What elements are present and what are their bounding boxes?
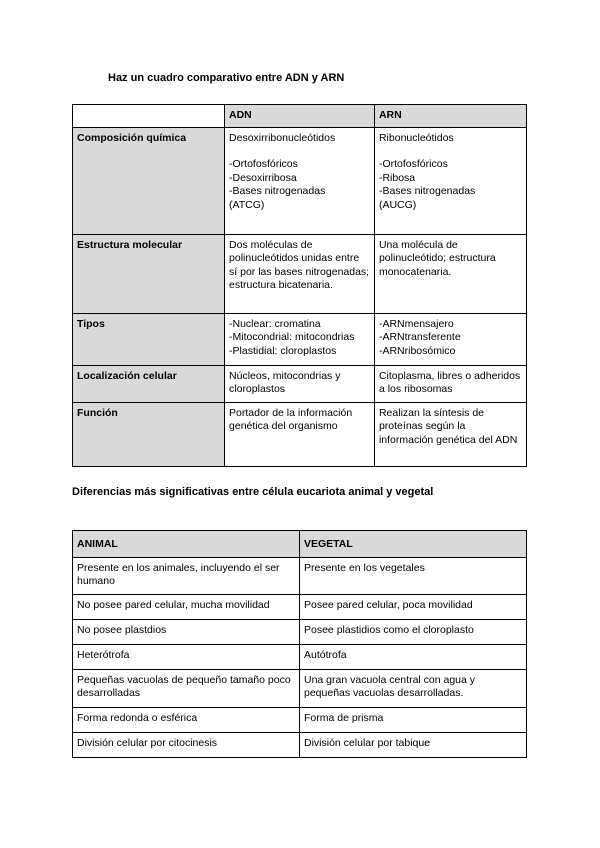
cell-animal: Heterótrofa: [73, 644, 300, 669]
cell-arn: [374, 127, 526, 234]
cell-adn: [225, 234, 375, 313]
cell-line: -ARNmensajero: [378, 317, 454, 330]
header-animal: ANIMAL: [73, 531, 300, 558]
table-row: [73, 557, 527, 594]
cell-vegetal: Posee pared celular, poca movilidad: [300, 594, 527, 619]
header-adn: ADN: [225, 105, 375, 128]
cell-line: Ribonucleótidos: [378, 131, 454, 144]
cell-line: Portador de la información genética del organismo: [229, 406, 353, 432]
row-label: Tipos: [73, 313, 225, 365]
cell-line: (AUCG): [378, 198, 417, 211]
cell-animal: Pequeñas vacuolas de pequeño tamaño poco desarrolladas: [73, 669, 300, 707]
table-row: [73, 127, 527, 234]
cell-vegetal: Posee plastidios como el cloroplasto: [300, 619, 527, 644]
table-row: [73, 732, 527, 757]
cell-arn: [374, 402, 526, 466]
table-row: [73, 619, 527, 644]
row-label: Localización celular: [73, 365, 225, 402]
table-row: [73, 707, 527, 732]
cell-line: Citoplasma, libres o adheridos a los ribosomas: [378, 369, 521, 395]
cell-adn: [225, 127, 375, 234]
cell-vegetal: Autótrofa: [300, 644, 527, 669]
cell-gap: [379, 145, 522, 158]
cell-adn: [225, 402, 375, 466]
cell-gap: [229, 145, 370, 158]
cell-line: -Plastidial: cloroplastos: [229, 344, 337, 357]
cell-adn: [225, 313, 375, 365]
cell-line: Una molécula de polinucleótido; estructura monocatenaria.: [378, 238, 496, 278]
row-label: Función: [73, 402, 225, 466]
cell-line: -Desoxirribosa: [229, 171, 297, 184]
table-row: [73, 313, 527, 365]
table-row: [73, 234, 527, 313]
table-row: [73, 644, 527, 669]
header-corner: [73, 105, 225, 128]
cell-line: -Bases nitrogenadas: [378, 185, 476, 197]
cell-animal: No posee pared celular, mucha movilidad: [73, 594, 300, 619]
cell-line: -Nuclear: cromatina: [229, 317, 321, 330]
title-animal-vegetal: Diferencias más significativas entre célula eucariota animal y vegetal: [72, 486, 434, 498]
cell-line: -Mitocondrial: mitocondrias: [229, 331, 355, 343]
cell-line: (ATCG): [229, 198, 265, 211]
cell-line: -Ortofosfóricos: [378, 158, 448, 170]
cell-line: Realizan la síntesis de proteínas según la información genética del ADN: [378, 406, 518, 446]
header-arn: ARN: [374, 105, 526, 128]
row-label: Composición química: [73, 127, 225, 234]
cell-animal: Presente en los animales, incluyendo el ser humano: [73, 557, 300, 594]
table-adn-arn: [72, 104, 527, 467]
cell-line: -Ortofosfóricos: [229, 158, 298, 170]
table-row: [73, 594, 527, 619]
row-label: Estructura molecular: [73, 234, 225, 313]
cell-animal: Forma redonda o esférica: [73, 707, 300, 732]
table-row: [73, 669, 527, 707]
title-adn-arn: Haz un cuadro comparativo entre ADN y ARN: [108, 72, 345, 84]
cell-line: Núcleos, mitocondrias y cloroplastos: [229, 369, 341, 395]
cell-arn: [374, 234, 526, 313]
cell-line: -ARNribosómico: [378, 344, 456, 357]
table-header-row: [73, 105, 527, 128]
cell-vegetal: Una gran vacuola central con agua y pequeñas vacuolas desarrolladas.: [300, 669, 527, 707]
header-vegetal: VEGETAL: [300, 531, 527, 558]
cell-line: Dos moléculas de polinucleótidos unidas entre sí por las bases nitrogenadas; estructura bicatenaria.: [229, 238, 370, 291]
table-row: [73, 365, 527, 402]
table-row: [73, 402, 527, 466]
cell-vegetal: Presente en los vegetales: [300, 557, 527, 594]
cell-line: Desoxirribonucleótidos: [229, 131, 336, 144]
table-header-row: [73, 531, 527, 558]
cell-arn: [374, 313, 526, 365]
table-animal-vegetal: [72, 530, 527, 758]
cell-animal: No posee plastdios: [73, 619, 300, 644]
cell-line: -ARNtransferente: [378, 331, 461, 343]
cell-animal: División celular por citocinesis: [73, 732, 300, 757]
cell-vegetal: División celular por tabique: [300, 732, 527, 757]
cell-arn: [374, 365, 526, 402]
cell-line: -Ribosa: [378, 171, 416, 184]
cell-line: -Bases nitrogenadas: [229, 185, 326, 197]
cell-adn: [225, 365, 375, 402]
cell-vegetal: Forma de prisma: [300, 707, 527, 732]
